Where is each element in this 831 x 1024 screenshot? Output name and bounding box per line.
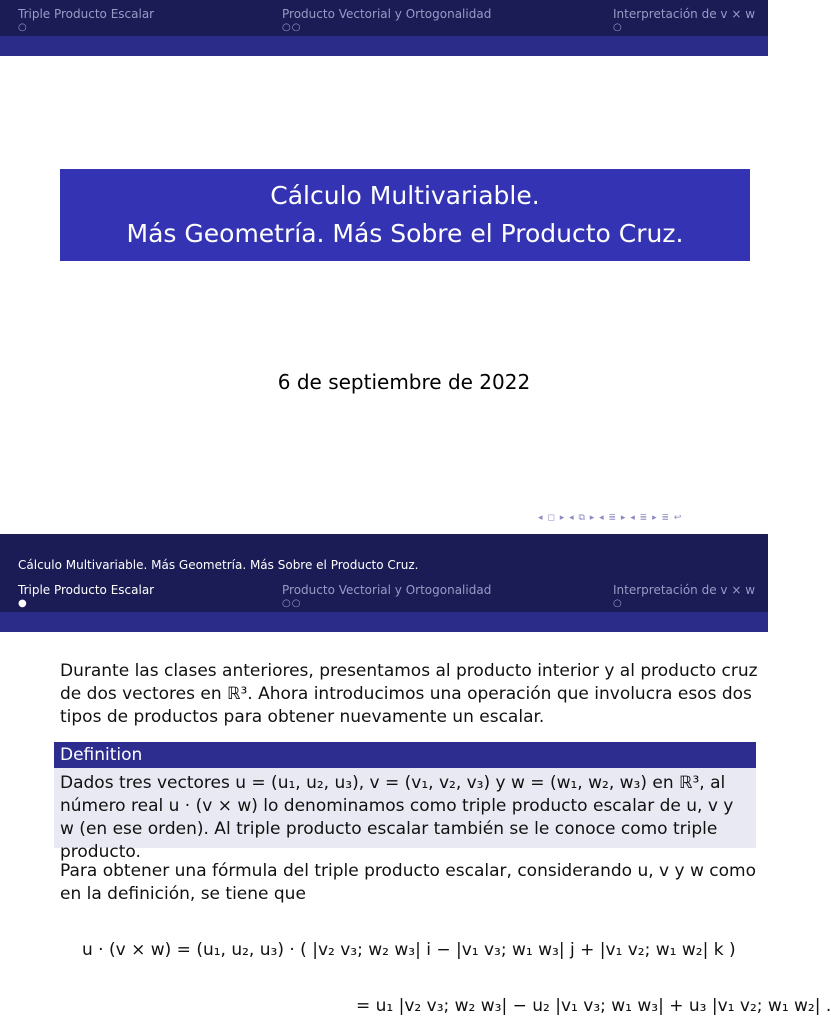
followup-paragraph: Para obtener una fórmula del triple producto escalar, considerando u, v y w como en la definición, se tiene que bbox=[60, 861, 756, 904]
beamer-navigation-icons[interactable]: ◂ ◻ ▸ ◂ ⧉ ▸ ◂ ≣ ▸ ◂ ≣ ▸ ≣ ↩ bbox=[538, 513, 683, 523]
intro-paragraph: Durante las clases anteriores, presentamos al producto interior y al producto cruz de dos vectores en ℝ³. Ahora introducimos una operación que involucra esos dos tipos de productos para obtener nuevamente un escalar. bbox=[60, 661, 758, 727]
definition-body: Dados tres vectores u = (u₁, u₂, u₃), v = (v₁, v₂, v₃) y w = (w₁, w₂, w₃) en ℝ³, al número real u · (v × w) lo denominamos como triple producto escalar de u, v y w (en ese orden). Al triple producto escalar también se le conoce como triple producto. bbox=[54, 768, 756, 848]
slide-header bbox=[0, 534, 768, 612]
nav-dots[interactable]: ● bbox=[18, 598, 28, 609]
equation-line-1: u · (v × w) = (u₁, u₂, u₃) · ( |v₂ v₃; w₂ w₃| i − |v₁ v₃; w₁ w₃| j + |v₁ v₂; w₁ w₂| k ) bbox=[82, 940, 736, 960]
definition-title: Definition bbox=[54, 742, 756, 768]
header-bar bbox=[0, 36, 768, 56]
slide-title bbox=[0, 0, 768, 534]
slide-triple-producto bbox=[0, 534, 831, 1024]
nav-dots[interactable]: ○ bbox=[18, 22, 28, 33]
nav-dots[interactable]: ○○ bbox=[282, 598, 302, 609]
slide-header bbox=[0, 0, 768, 36]
nav-dots[interactable]: ○○ bbox=[282, 22, 302, 33]
equation-line-2: = u₁ |v₂ v₃; w₂ w₃| − u₂ |v₁ v₃; w₁ w₃| + u₃ |v₁ v₂; w₁ w₂| . bbox=[356, 996, 831, 1016]
nav-dots[interactable]: ○ bbox=[613, 598, 623, 609]
header-bar bbox=[0, 612, 768, 632]
title-line-2: Más Geometría. Más Sobre el Producto Cruz. bbox=[126, 219, 684, 248]
nav-dots[interactable]: ○ bbox=[613, 22, 623, 33]
nav-section-interpretacion[interactable]: Interpretación de v × w ○ bbox=[613, 7, 756, 33]
title-line-1: Cálculo Multivariable. bbox=[270, 181, 540, 210]
nav-section-producto-vectorial[interactable]: Producto Vectorial y Ortogonalidad ○○ bbox=[282, 583, 492, 609]
presentation-date: 6 de septiembre de 2022 bbox=[277, 370, 531, 394]
nav-section-triple-producto[interactable]: Triple Producto Escalar ○ bbox=[18, 7, 155, 33]
nav-section-interpretacion[interactable]: Interpretación de v × w ○ bbox=[613, 583, 756, 609]
nav-section-triple-producto[interactable]: Triple Producto Escalar ● bbox=[18, 583, 155, 609]
nav-section-producto-vectorial[interactable]: Producto Vectorial y Ortogonalidad ○○ bbox=[282, 7, 492, 33]
title-box bbox=[60, 169, 750, 261]
doc-title: Cálculo Multivariable. Más Geometría. Más Sobre el Producto Cruz. bbox=[18, 558, 419, 572]
